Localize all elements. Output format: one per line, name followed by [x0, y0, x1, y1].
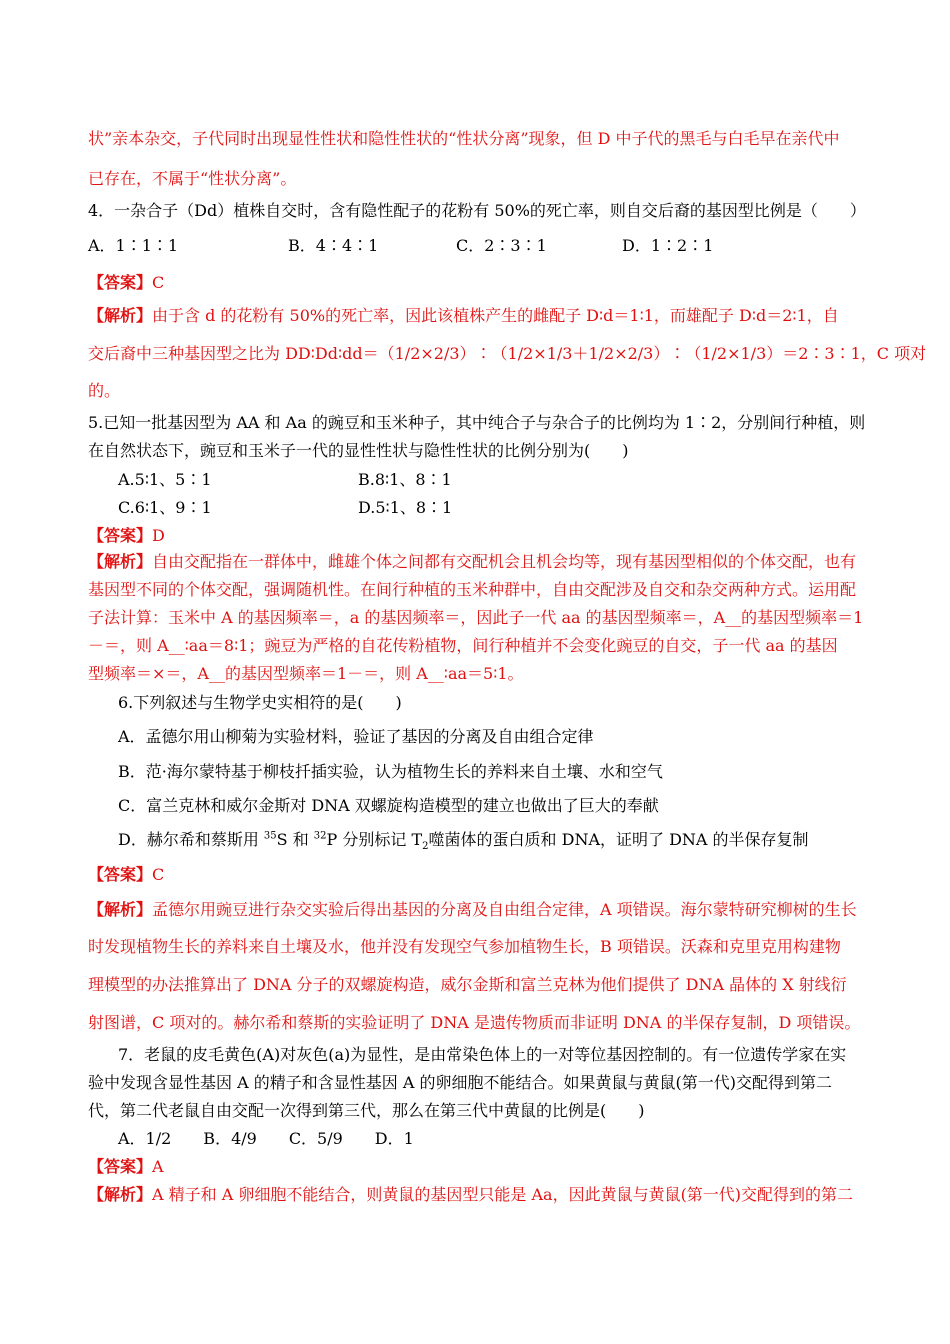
line-text: B．范·海尔蒙特基于柳枝扦插实验，认为植物生长的养料来自土壤、水和空气 — [118, 762, 663, 781]
answer-value: C — [152, 865, 165, 884]
text-line — [118, 1044, 846, 1066]
text-line — [88, 1012, 860, 1034]
line-text: 孟德尔用豌豆进行杂交实验后得出基因的分离及自由组合定律，A 项错误。海尔蒙特研究柳树的生长 — [152, 900, 857, 919]
text-line — [118, 692, 402, 714]
text-line — [88, 440, 629, 462]
text-line — [88, 635, 838, 657]
text-line — [118, 1128, 414, 1150]
text-line — [88, 343, 926, 365]
analysis-tag: 【解析】 — [88, 306, 153, 325]
text-line — [118, 795, 659, 817]
analysis-tag: 【解析】 — [88, 1185, 153, 1204]
text-line — [88, 1072, 832, 1094]
line-text: 状”亲本杂交，子代同时出现显性性状和隐性性状的“性状分离”现象，但 D 中子代的黑毛与白毛早在亲代中 — [88, 129, 840, 148]
answer-line — [88, 525, 165, 547]
line-text: 交后裔中三种基因型之比为 DD∶Dd∶dd＝（1/2×2/3）∶（1/2×1/3＋1/2×2/3）∶（1/2×1/3）＝2∶3∶1，C 项对 — [88, 344, 927, 363]
answer-tag: 【答案】 — [88, 865, 153, 884]
text-line — [88, 168, 296, 190]
answer-line — [88, 864, 164, 886]
text-line — [118, 726, 594, 748]
q6-option-d — [118, 829, 809, 851]
q4-option: D．1∶2∶1 — [622, 236, 714, 255]
phage-subscript: 2 — [422, 841, 429, 853]
line-text: 射图谱，C 项对的。赫尔希和蔡斯的实验证明了 DNA 是遗传物质而非证明 DNA 的半保存复制，D 项错误。 — [88, 1013, 861, 1032]
q5-option: D.5∶1、8∶1 — [358, 498, 453, 517]
analysis-line — [88, 1184, 853, 1206]
q5-option: B.8∶1、8∶1 — [358, 470, 452, 489]
line-text: 基因型不同的个体交配，强调随机性。在间行种植的玉米种群中，自由交配涉及自交和杂交两种方式。运用配 — [88, 580, 857, 599]
line-text: 6.下列叙述与生物学史实相符的是( ) — [118, 693, 402, 712]
analysis-line — [88, 899, 857, 921]
q4-option: A．1∶1∶1 — [88, 236, 179, 255]
analysis-line — [88, 551, 856, 573]
answer-tag: 【答案】 — [88, 273, 153, 292]
line-text: 型频率＝×＝，A__的基因型频率＝1－＝，则 A__∶aa＝5∶1。 — [88, 664, 524, 683]
line-text: 在自然状态下，豌豆和玉米子一代的显性性状与隐性性状的比例分别为( ) — [88, 441, 629, 460]
line-text: －＝，则 A__∶aa＝8∶1；豌豆为严格的自花传粉植物，间行种植并不会变化豌豆的自交，子一代 aa 的基因 — [88, 636, 838, 655]
line-text: 子法计算：玉米中 A 的基因频率＝，a 的基因频率＝，因此子一代 aa 的基因型频率＝，A__的基因型频率＝1 — [88, 608, 864, 627]
q4-option: B．4∶4∶1 — [288, 236, 379, 255]
q6-d-part4: 噬菌体的蛋白质和 DNA，证明了 DNA 的半保存复制 — [428, 830, 809, 849]
isotope-32: 32 — [313, 830, 327, 842]
line-text: A 精子和 A 卵细胞不能结合，则黄鼠的基因型只能是 Aa，因此黄鼠与黄鼠(第一代)交配得到的第二 — [152, 1185, 854, 1204]
line-text: 由于含 d 的花粉有 50%的死亡率，因此该植株产生的雌配子 D∶d＝1∶1，而雄配子 D∶d＝2∶1，自 — [152, 306, 839, 325]
answer-line — [88, 272, 164, 294]
answer-tag: 【答案】 — [88, 1157, 153, 1176]
answer-line — [88, 1156, 164, 1178]
text-line — [88, 200, 866, 222]
text-line — [88, 663, 524, 685]
text-line — [88, 412, 865, 434]
analysis-tag: 【解析】 — [88, 900, 153, 919]
text-line — [88, 1100, 645, 1122]
answer-value: A — [152, 1157, 164, 1176]
isotope-35: 35 — [263, 830, 277, 842]
q5-option: C.6∶1、9∶1 — [118, 498, 212, 517]
text-line — [88, 974, 847, 996]
text-line — [88, 380, 120, 402]
q4-option: C．2∶3∶1 — [456, 236, 547, 255]
text-line — [88, 936, 841, 958]
analysis-tag: 【解析】 — [88, 552, 153, 571]
answer-value: C — [152, 273, 165, 292]
text-line — [88, 128, 840, 150]
line-text: 理模型的办法推算出了 DNA 分子的双螺旋构造，威尔金斯和富兰克林为他们提供了 DNA 晶体的 X 射线衍 — [88, 975, 847, 994]
line-text: 已存在，不属于“性状分离”。 — [88, 169, 297, 188]
line-text: 7．老鼠的皮毛黄色(A)对灰色(a)为显性，是由常染色体上的一对等位基因控制的。有一位遗传学家在实 — [118, 1045, 847, 1064]
line-text: 的。 — [88, 381, 121, 400]
answer-tag: 【答案】 — [88, 526, 153, 545]
line-text: C．富兰克林和威尔金斯对 DNA 双螺旋构造模型的建立也做出了巨大的奉献 — [118, 796, 659, 815]
line-text: 4．一杂合子（Dd）植株自交时，含有隐性配子的花粉有 50%的死亡率，则自交后裔的基因型比例是（ ） — [88, 201, 866, 220]
line-text: 验中发现含显性基因 A 的精子和含显性基因 A 的卵细胞不能结合。如果黄鼠与黄鼠(第一代)交配得到第二 — [88, 1073, 832, 1092]
line-text: 代，第二代老鼠自由交配一次得到第三代，那么在第三代中黄鼠的比例是( ) — [88, 1101, 645, 1120]
text-line — [88, 579, 856, 601]
text-line — [118, 761, 663, 783]
line-text: A．1/2 B．4/9 C．5/9 D．1 — [118, 1129, 414, 1148]
line-text: 自由交配指在一群体中，雌雄个体之间都有交配机会且机会均等，现有基因型相似的个体交配，也有 — [152, 552, 857, 571]
line-text: 时发现植物生长的养料来自土壤及水，他并没有发现空气参加植物生长，B 项错误。沃森和克里克用构建物 — [88, 937, 841, 956]
q5-option: A.5∶1、5∶1 — [118, 470, 212, 489]
analysis-line — [88, 305, 839, 327]
text-line — [88, 607, 863, 629]
q6-d-part1: D．赫尔希和蔡斯用 — [118, 830, 264, 849]
q6-d-part2: S 和 — [276, 830, 314, 849]
line-text: 5.已知一批基因型为 AA 和 Aa 的豌豆和玉米种子，其中纯合子与杂合子的比例均为 1∶2，分别间行种植，则 — [88, 413, 866, 432]
line-text: A．孟德尔用山柳菊为实验材料，验证了基因的分离及自由组合定律 — [118, 727, 594, 746]
answer-value: D — [152, 526, 165, 545]
q6-d-part3: P 分别标记 T — [326, 830, 423, 849]
